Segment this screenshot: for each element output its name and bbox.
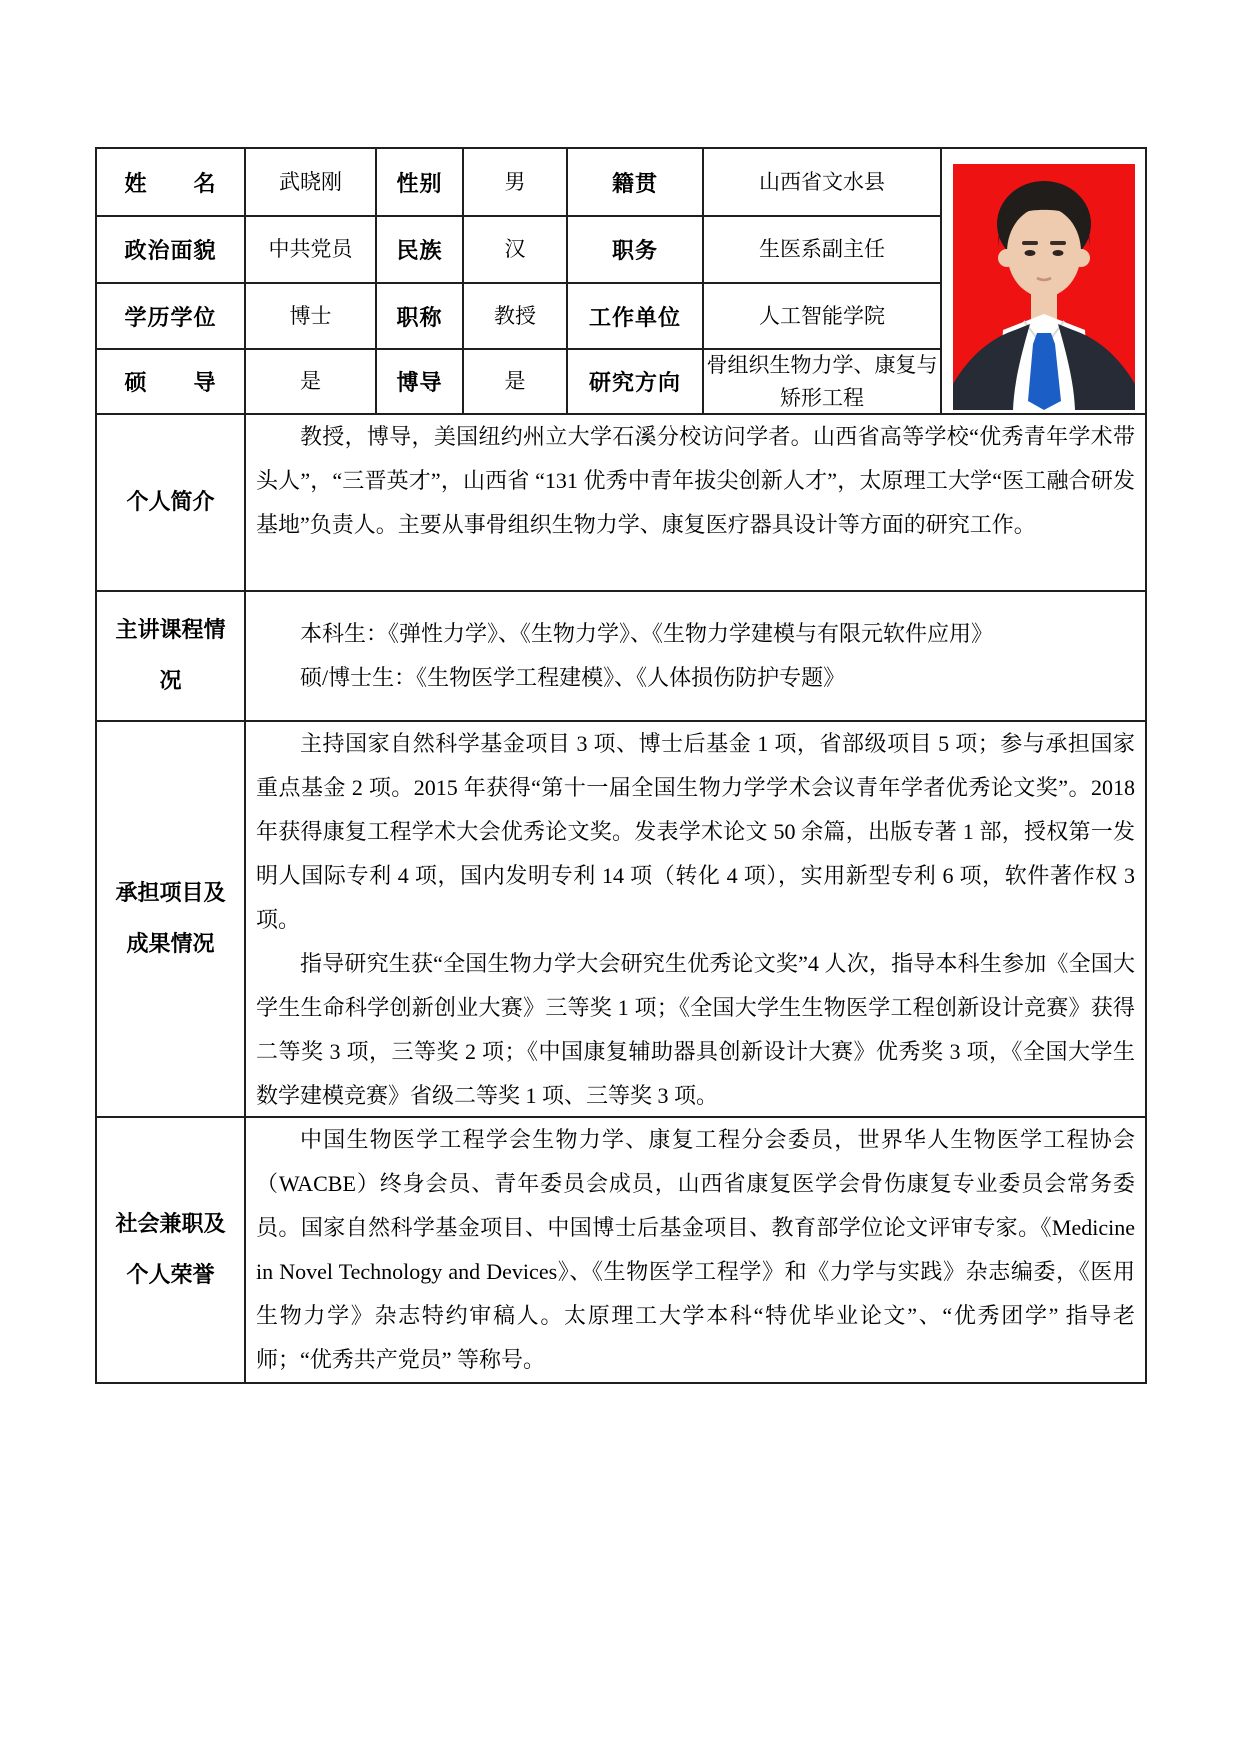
field-label-position: 职务: [568, 217, 704, 284]
section-label-social-text: 社会兼职及个人荣誉: [115, 1211, 226, 1287]
projects-paragraph-2: 指导研究生获“全国生物力学大会研究生优秀论文奖”4 人次，指导本科生参加《全国大学生生命科学创新创业大赛》三等奖 1 项；《全国大学生生物医学工程创新设计竞赛》获得二等奖 3 项，三等奖 2 项；《中国康复辅助器具创新设计大赛》优秀奖 3 项，《全国大学生数学建模竞赛》省级二等奖 1 项、三等奖 3 项。: [256, 951, 1135, 1108]
section-content-bio: [246, 415, 1145, 592]
social-paragraph: 中国生物医学工程学会生物力学、康复工程分会委员，世界华人生物医学工程协会（WACBE）终身会员、青年委员会成员，山西省康复医学会骨伤康复专业委员会常务委员。国家自然科学基金项目、中国博士后基金项目、教育部学位论文评审专家。《Medicine in Novel Technology and Devices》、《生物医学工程学》和《力学与实践》杂志编委，《医用生物力学》杂志特约审稿人。太原理工大学本科“特优毕业论文”、“优秀团学” 指导老师；“优秀共产党员” 等称号。: [256, 1127, 1135, 1372]
field-label-title: 职称: [377, 284, 464, 350]
id-photo: [953, 164, 1135, 410]
field-value-phd-supervisor: 是: [464, 350, 568, 415]
field-label-gender: 性别: [377, 149, 464, 217]
section-content-projects: [246, 722, 1145, 1118]
section-label-social: [97, 1118, 246, 1382]
field-value-degree: 博士: [246, 284, 377, 350]
field-label-ethnicity: 民族: [377, 217, 464, 284]
field-value-political-status: 中共党员: [246, 217, 377, 284]
field-value-ethnicity: 汉: [464, 217, 568, 284]
section-content-courses: [246, 592, 1145, 722]
section-label-bio-text: 个人简介: [126, 489, 215, 515]
portrait-illustration: [953, 164, 1135, 410]
profile-table: [95, 147, 1147, 1384]
field-label-degree: 学历学位: [97, 284, 246, 350]
id-photo-cell: [942, 149, 1145, 415]
field-label-research-direction: 研究方向: [568, 350, 704, 415]
section-label-bio: [97, 415, 246, 592]
bio-paragraph: 教授，博导，美国纽约州立大学石溪分校访问学者。山西省高等学校“优秀青年学术带头人”，“三晋英才”，山西省 “131 优秀中青年拔尖创新人才”，太原理工大学“医工融合研发基地”负责人。主要从事骨组织生物力学、康复医疗器具设计等方面的研究工作。: [256, 424, 1135, 537]
field-value-work-unit: 人工智能学院: [704, 284, 942, 350]
field-label-work-unit: 工作单位: [568, 284, 704, 350]
field-label-name: 姓 名: [97, 149, 246, 217]
field-value-name: 武晓刚: [246, 149, 377, 217]
field-value-birthplace: 山西省文水县: [704, 149, 942, 217]
section-label-projects: [97, 722, 246, 1118]
field-value-research-direction: 骨组织生物力学、康复与矫形工程: [704, 350, 942, 415]
projects-paragraph-1: 主持国家自然科学基金项目 3 项、博士后基金 1 项，省部级项目 5 项；参与承担国家重点基金 2 项。2015 年获得“第十一届全国生物力学学术会议青年学者优秀论文奖”。2018 年获得康复工程学术大会优秀论文奖。发表学术论文 50 余篇，出版专著 1 部，授权第一发明人国际专利 4 项，国内发明专利 14 项（转化 4 项），实用新型专利 6 项，软件著作权 3 项。: [256, 731, 1135, 932]
field-value-position: 生医系副主任: [704, 217, 942, 284]
field-label-phd-supervisor: 博导: [377, 350, 464, 415]
section-label-projects-text: 承担项目及成果情况: [115, 880, 226, 956]
section-content-social: [246, 1118, 1145, 1382]
field-value-title: 教授: [464, 284, 568, 350]
courses-graduate-line: 硕/博士生：《生物医学工程建模》、《人体损伤防护专题》: [300, 665, 846, 690]
section-label-courses: [97, 592, 246, 722]
field-value-gender: 男: [464, 149, 568, 217]
field-label-master-supervisor: 硕 导: [97, 350, 246, 415]
field-label-political-status: 政治面貌: [97, 217, 246, 284]
courses-undergraduate-line: 本科生：《弹性力学》、《生物力学》、《生物力学建模与有限元软件应用》: [300, 621, 994, 646]
field-value-master-supervisor: 是: [246, 350, 377, 415]
section-label-courses-text: 主讲课程情况: [115, 617, 226, 693]
field-label-birthplace: 籍贯: [568, 149, 704, 217]
